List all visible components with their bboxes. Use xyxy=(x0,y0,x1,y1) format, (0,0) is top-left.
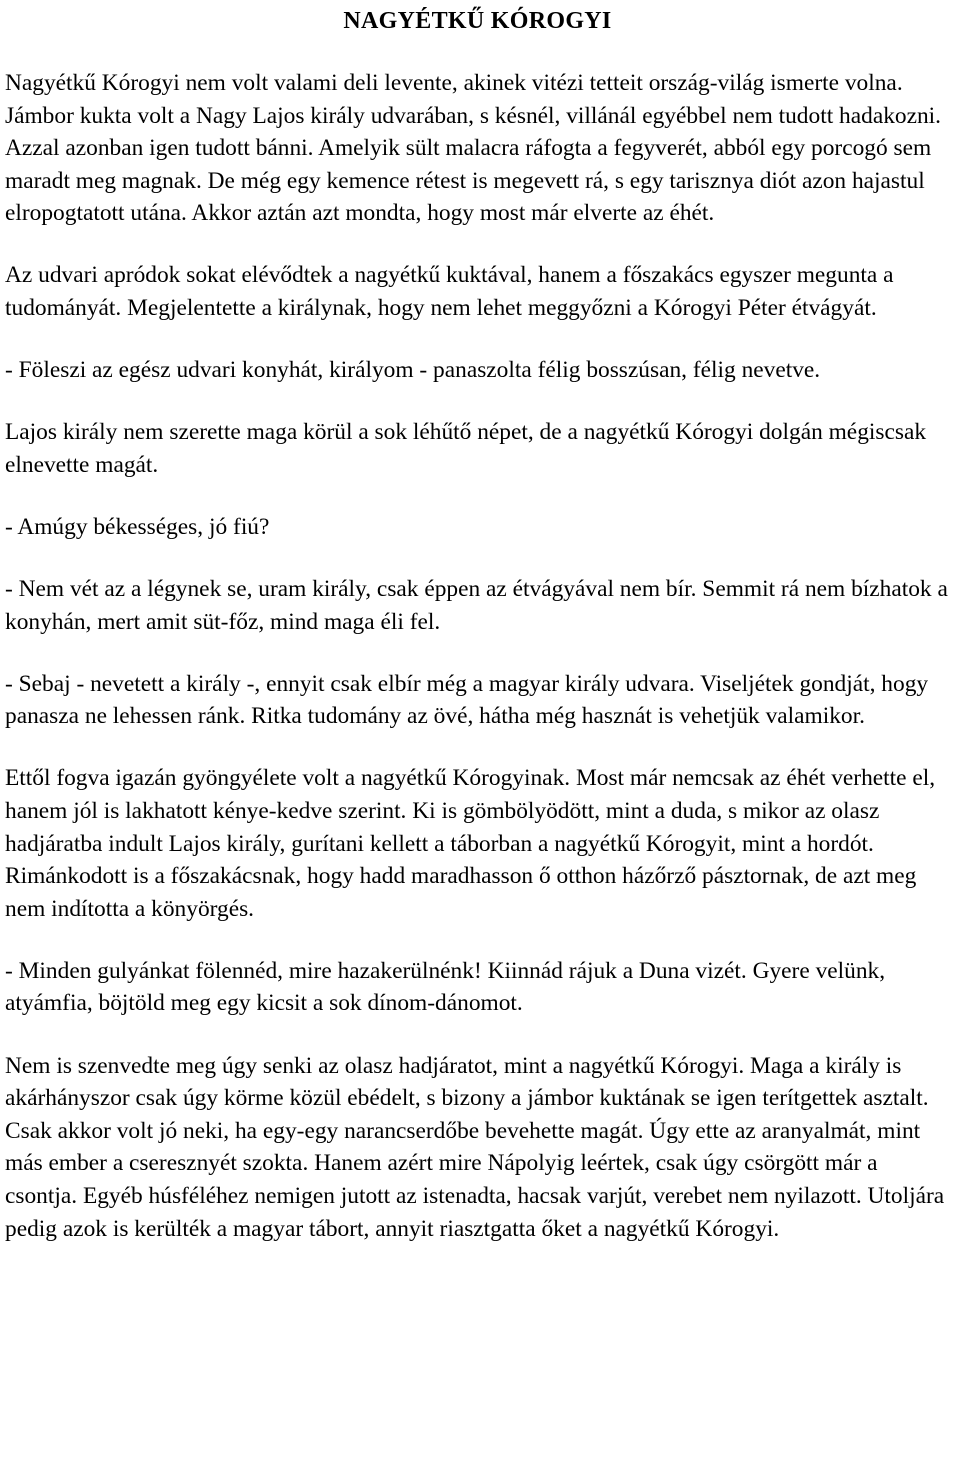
paragraph: Lajos király nem szerette maga körül a sok léhűtő népet, de a nagyétkű Kórogyi dolgán mégiscsak elnevette magát. xyxy=(5,419,927,478)
paragraph: Az udvari apródok sokat elévődtek a nagyétkű kuktával, hanem a főszakács egyszer megunta a tudományát. Megjelentette a királynak, hogy nem lehet meggyőzni a Kórogyi Péter étvágyát. xyxy=(5,262,894,322)
document-page xyxy=(5,0,950,1245)
document-title: NAGYÉTKŰ KÓROGYI xyxy=(343,8,612,34)
paragraph: Nagyétkű Kórogyi nem volt valami deli levente, akinek vitézi tetteit ország-világ ismerte volna. Jámbor kukta volt a Nagy Lajos király udvarában, s késnél, villánál egyébbel nem tudott hadakozni. Azzal azonban igen tudott bánni. Amelyik sült malacra ráfogta a fegyverét, abból egy porcogó sem maradt meg magnak. De még egy kemence rétest is megevett rá, s egy tarisznya diót azon hajastul elropogtatott utána. Akkor aztán azt mondta, hogy most már elverte az éhét. xyxy=(5,70,942,227)
paragraph: Nem is szenvedte meg úgy senki az olasz hadjáratot, mint a nagyétkű Kórogyi. Maga a király is akárhányszor csak úgy körme közül ebédelt, s bizony a jámbor kuktának se igen terítgettek asztalt. Csak akkor volt jó neki, ha egy-egy narancserdőbe bevehette magát. Úgy ette az aranyalmát, mint más ember a cseresznyét szokta. Hanem azért mire Nápolyig leértek, csak úgy csörgött már a csontja. Egyéb húsféléhez nemigen jutott az istenadta, hacsak varjút, verebet nem nyilazott. Utoljára pedig azok is kerülték a magyar tábort, annyit riasztgatta őket a nagyétkű Kórogyi. xyxy=(5,1052,945,1242)
paragraph: - Nem vét az a légynek se, uram király, csak éppen az étvágyával nem bír. Semmit rá nem bízhatok a konyhán, mert amit süt-főz, mind maga éli fel. xyxy=(5,576,948,635)
paragraph: - Föleszi az egész udvari konyhát, királyom - panaszolta félig bosszúsan, félig nevetve. xyxy=(5,357,821,384)
paragraph: - Sebaj - nevetett a király -, ennyit csak elbír még a magyar király udvara. Viseljétek gondját, hogy panasza ne lehessen ránk. Ritka tudomány az övé, hátha még hasznát is vehetjük valamikor. xyxy=(5,670,929,730)
paragraph: - Minden gulyánkat fölennéd, mire hazakerülnénk! Kiinnád rájuk a Duna vizét. Gyere velünk, atyámfia, böjtöld meg egy kicsit a sok dínom-dánomot. xyxy=(5,957,886,1017)
paragraph: - Amúgy békességes, jó fiú? xyxy=(5,513,270,540)
paragraph: Ettől fogva igazán gyöngyélete volt a nagyétkű Kórogyinak. Most már nemcsak az éhét verhette el, hanem jól is lakhatott kénye-kedve szerint. Ki is gömbölyödött, mint a duda, s mikor az olasz hadjáratba indult Lajos király, gurítani kellett a táborban a nagyétkű Kórogyit, mint a hordót. Rimánkodott is a főszakácsnak, hogy hadd maradhasson ő otthon házőrző pásztornak, de azt meg nem indította a könyörgés. xyxy=(5,765,936,922)
